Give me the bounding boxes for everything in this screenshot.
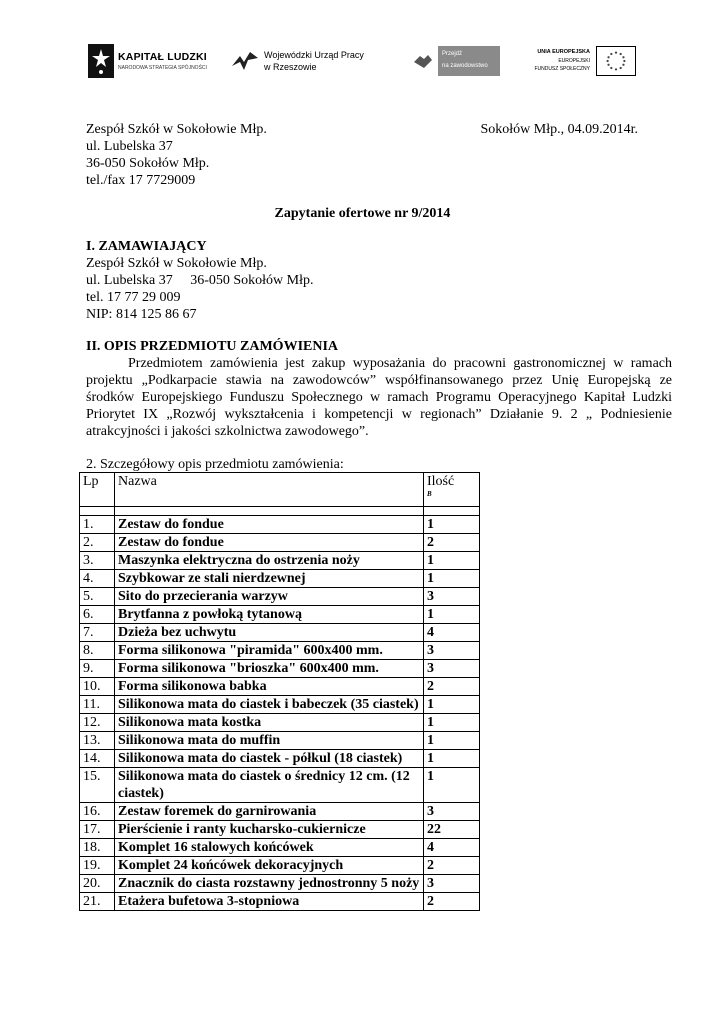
table-row [80,696,480,714]
section1-name: Zespół Szkół w Sokołowie Młp. [86,256,267,271]
section1-heading: I. ZAMAWIAJĄCY [86,239,207,254]
table-row [80,624,480,642]
table-row [80,552,480,570]
row-name: Forma silikonowa babka [115,678,424,696]
row-qty: 4 [424,624,480,642]
table-row [80,588,480,606]
row-qty: 1 [424,552,480,570]
wup-logo [230,42,400,82]
row-qty: 4 [424,839,480,857]
row-lp: 2. [80,534,115,552]
sender-phone: tel./fax 17 7729009 [86,173,196,188]
row-name: Silikonowa mata do ciastek i babeczek (35 ciastek) [115,696,424,714]
row-lp: 16. [80,803,115,821]
przejdz-na-zawodowstwo-logo [412,42,504,82]
kapital-ludzki-subtitle: NARODOWA STRATEGIA SPÓJNOŚCI [118,65,207,71]
header-qty-sub: B [427,490,432,498]
row-lp: 3. [80,552,115,570]
row-qty: 2 [424,678,480,696]
row-qty: 3 [424,642,480,660]
table-row [80,534,480,552]
row-name: Dzieża bez uchwytu [115,624,424,642]
row-name: Forma silikonowa "brioszka" 600x400 mm. [115,660,424,678]
row-lp: 15. [80,768,115,803]
row-lp: 5. [80,588,115,606]
header-name: Nazwa [115,473,424,507]
row-qty: 1 [424,606,480,624]
eu-line3: FUNDUSZ SPOŁECZNY [534,66,590,72]
row-lp: 19. [80,857,115,875]
row-lp: 9. [80,660,115,678]
table-row [80,768,480,803]
table-header-row [80,473,480,507]
table-row [80,516,480,534]
row-qty: 1 [424,714,480,732]
row-name: Brytfanna z powłoką tytanową [115,606,424,624]
row-name: Zestaw foremek do garnirowania [115,803,424,821]
row-lp: 4. [80,570,115,588]
spacer-cell [115,507,424,516]
kapital-ludzki-star-icon [88,44,114,78]
row-name: Szybkowar ze stali nierdzewnej [115,570,424,588]
row-qty: 1 [424,570,480,588]
row-name: Silikonowa mata do muffin [115,732,424,750]
row-lp: 8. [80,642,115,660]
table-row [80,893,480,911]
row-name: Silikonowa mata do ciastek o średnicy 12 cm. (12 ciastek) [115,768,424,803]
eu-flag-icon [596,46,636,76]
section1-phone: tel. 17 77 29 009 [86,290,181,305]
section2-heading: II. OPIS PRZEDMIOTU ZAMÓWIENIA [86,339,339,354]
row-name: Komplet 16 stalowych końcówek [115,839,424,857]
spacer-cell [424,507,480,516]
row-qty: 2 [424,857,480,875]
header-qty [424,473,480,507]
row-lp: 6. [80,606,115,624]
row-lp: 14. [80,750,115,768]
kapital-ludzki-logo [86,42,216,82]
place-date: Sokołów Młp., 04.09.2014r. [480,122,638,137]
table-row [80,821,480,839]
row-qty: 3 [424,803,480,821]
row-qty: 2 [424,534,480,552]
kapital-ludzki-title: KAPITAŁ LUDZKI [118,51,207,63]
row-qty: 1 [424,516,480,534]
table-row [80,606,480,624]
row-qty: 1 [424,696,480,714]
row-lp: 7. [80,624,115,642]
table-row [80,839,480,857]
row-name: Forma silikonowa "piramida" 600x400 mm. [115,642,424,660]
row-qty: 1 [424,750,480,768]
row-lp: 20. [80,875,115,893]
row-lp: 18. [80,839,115,857]
items-table [79,472,480,911]
table-row [80,750,480,768]
eu-line1: UNIA EUROPEJSKA [537,49,590,55]
row-lp: 11. [80,696,115,714]
logo-bar [86,42,636,86]
row-qty: 3 [424,660,480,678]
row-lp: 10. [80,678,115,696]
section2-paragraph: Przedmiotem zamówienia jest zakup wyposażania do pracowni gastronomicznej w ramach projektu „Podkarpacie stawia na zawodowców” współfinansowanego przez Unię Europejską ze środków Europejskiego Funduszu Społecznego w ramach Programu Operacyjnego Kapitał Ludzki Priorytet IX „Rozwój wykształcenia i kompetencji w regionach” Działanie 9. 2 „ Podniesienie atrakcyjności i jakości szkolnictwa zawodowego”. [86,356,672,439]
table-row [80,803,480,821]
header-qty-label: Ilość [427,474,455,489]
section1-address: ul. Lubelska 37 36-050 Sokołów Młp. [86,273,314,288]
row-name: Silikonowa mata do ciastek - półkul (18 ciastek) [115,750,424,768]
row-qty: 1 [424,768,480,803]
przejdz-line2: na zawodowstwo [442,63,488,69]
row-name: Pierścienie i ranty kucharsko-cukiernicze [115,821,424,839]
table-row [80,660,480,678]
eu-line2: EUROPEJSKI [558,58,590,64]
sender-city: 36-050 Sokołów Młp. [86,156,210,171]
row-qty: 3 [424,588,480,606]
row-qty: 22 [424,821,480,839]
section1-nip: NIP: 814 125 86 67 [86,307,197,322]
spacer-cell [80,507,115,516]
row-name: Maszynka elektryczna do ostrzenia noży [115,552,424,570]
row-qty: 3 [424,875,480,893]
przejdz-line1: Przejdź [442,51,463,57]
row-lp: 17. [80,821,115,839]
table-row [80,875,480,893]
section2-subheading: 2. Szczegółowy opis przedmiotu zamówienia: [86,457,344,472]
row-name: Zestaw do fondue [115,534,424,552]
row-name: Silikonowa mata kostka [115,714,424,732]
sender-name: Zespół Szkół w Sokołowie Młp. [86,122,267,137]
row-lp: 1. [80,516,115,534]
wup-name-line2: w Rzeszowie [264,62,317,72]
row-lp: 12. [80,714,115,732]
table-row [80,857,480,875]
row-name: Sito do przecierania warzyw [115,588,424,606]
sender-street: ul. Lubelska 37 [86,139,173,154]
table-spacer-row [80,507,480,516]
row-lp: 21. [80,893,115,911]
wup-bird-icon [230,48,260,74]
eu-logo [528,42,636,82]
table-row [80,678,480,696]
row-qty: 2 [424,893,480,911]
table-row [80,732,480,750]
row-name: Komplet 24 końcówek dekoracyjnych [115,857,424,875]
header-lp: Lp [80,473,115,507]
row-qty: 1 [424,732,480,750]
row-name: Zestaw do fondue [115,516,424,534]
row-name: Etażera bufetowa 3-stopniowa [115,893,424,911]
document-title: Zapytanie ofertowe nr 9/2014 [274,206,451,221]
table-row [80,642,480,660]
table-row [80,570,480,588]
row-name: Znacznik do ciasta rozstawny jednostronny 5 noży [115,875,424,893]
table-row [80,714,480,732]
handshake-icon [412,50,434,72]
row-lp: 13. [80,732,115,750]
wup-name-line1: Wojewódzki Urząd Pracy [264,50,364,60]
